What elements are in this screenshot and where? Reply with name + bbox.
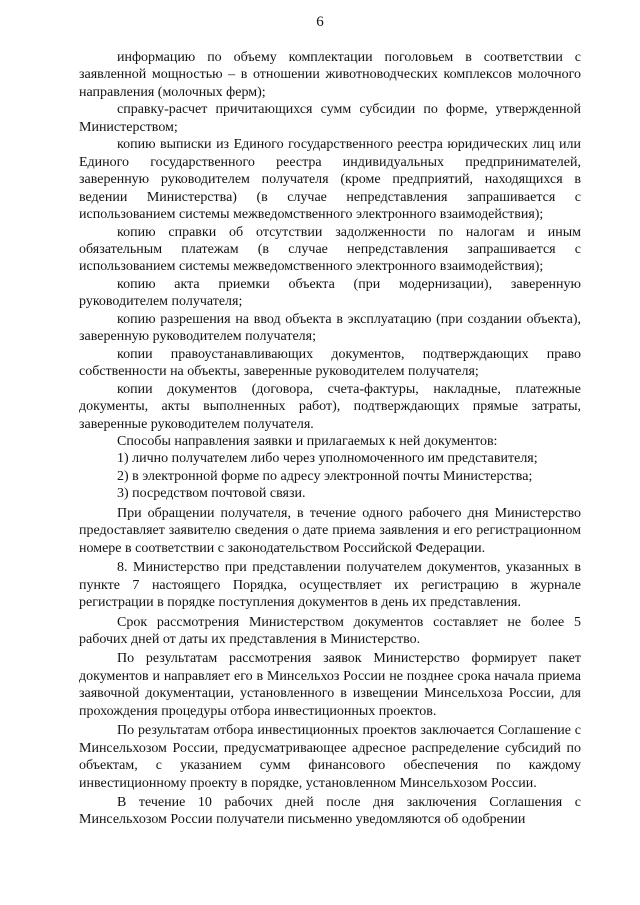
page-number: 6 bbox=[316, 14, 324, 30]
list-item-email: 2) в электронной форме по адресу электронной почты Министерства; bbox=[117, 468, 533, 484]
paragraph-submission-methods: Способы направления заявки и прилагаемых к ней документов: bbox=[117, 433, 498, 449]
paragraph-document-package: По результатам рассмотрения заявок Министерство формирует пакет документов и направляет его в Минсельхоз России не позднее срока начала приема заявочной документации, установленного в извещении Минсельхоза России, для прохождения процедуры отбора инвестиционных проектов. bbox=[79, 651, 581, 719]
paragraph-acceptance-act: копию акта приемки объекта (при модернизации), заверенную руководителем получателя; bbox=[79, 276, 581, 310]
paragraph-application-receipt: При обращении получателя, в течение одного рабочего дня Министерство предоставляет заявителю сведения о дате приема заявления и его регистрационном номере в соответствии с законодательством Российской Федерации. bbox=[79, 505, 581, 556]
paragraph-review-period: Срок рассмотрения Министерством документов составляет не более 5 рабочих дней от даты их представления в Министерство. bbox=[79, 614, 581, 647]
list-item-post: 3) посредством почтовой связи. bbox=[117, 486, 306, 502]
paragraph-section-8-registration: 8. Министерство при представлении получателем документов, указанных в пункте 7 настоящего Порядка, осуществляет их регистрацию в журнале регистрации в порядке поступления документов в день их представления. bbox=[79, 560, 581, 611]
paragraph-commissioning-permit: копию разрешения на ввод объекта в эксплуатацию (при создании объекта), заверенную руководителем получателя; bbox=[79, 311, 581, 345]
paragraph-livestock-info: информацию по объему комплектации поголовьем в соответствии с заявленной мощностью – в отношении животноводческих комплексов молочного направления (молочных ферм); bbox=[79, 50, 581, 100]
paragraph-notification: В течение 10 рабочих дней после дня заключения Соглашения с Минсельхозом России получатели письменно уведомляются об одобрении bbox=[79, 795, 581, 828]
list-item-in-person: 1) лично получателем либо через уполномоченного им представителя; bbox=[117, 451, 538, 467]
paragraph-registry-extract: копию выписки из Единого государственного реестра юридических лиц или Единого государственного реестра индивидуальных предпринимателей, заверенную руководителем получателя (кроме предприятий, находящихся в ведении Министерства) (в случае непредставления запрашивается с использованием системы межведомственного электронного взаимодействия); bbox=[79, 137, 581, 223]
paragraph-agreement: По результатам отбора инвестиционных проектов заключается Соглашение с Минсельхозом России, предусматривающее адресное распределение субсидий по объектам, с указанием сумм финансового обеспечения по каждому инвестиционному проекту в порядке, установленном Минсельхозом России. bbox=[79, 723, 581, 791]
paragraph-subsidy-calculation: справку-расчет причитающихся сумм субсидии по форме, утвержденной Министерством; bbox=[79, 102, 581, 135]
paragraph-tax-certificate: копию справки об отсутствии задолженности по налогам и иным обязательным платежам (в случае непредставления запрашивается с использованием системы межведомственного электронного взаимодействия); bbox=[79, 224, 581, 275]
document-body bbox=[79, 49, 581, 829]
paragraph-ownership-documents: копии правоустанавливающих документов, подтверждающих право собственности на объекты, заверенные руководителем получателя; bbox=[79, 346, 581, 380]
paragraph-cost-documents: копии документов (договора, счета-фактуры, накладные, платежные документы, акты выполненных работ), подтверждающих прямые затраты, заверенные руководителем получателя. bbox=[79, 381, 581, 432]
